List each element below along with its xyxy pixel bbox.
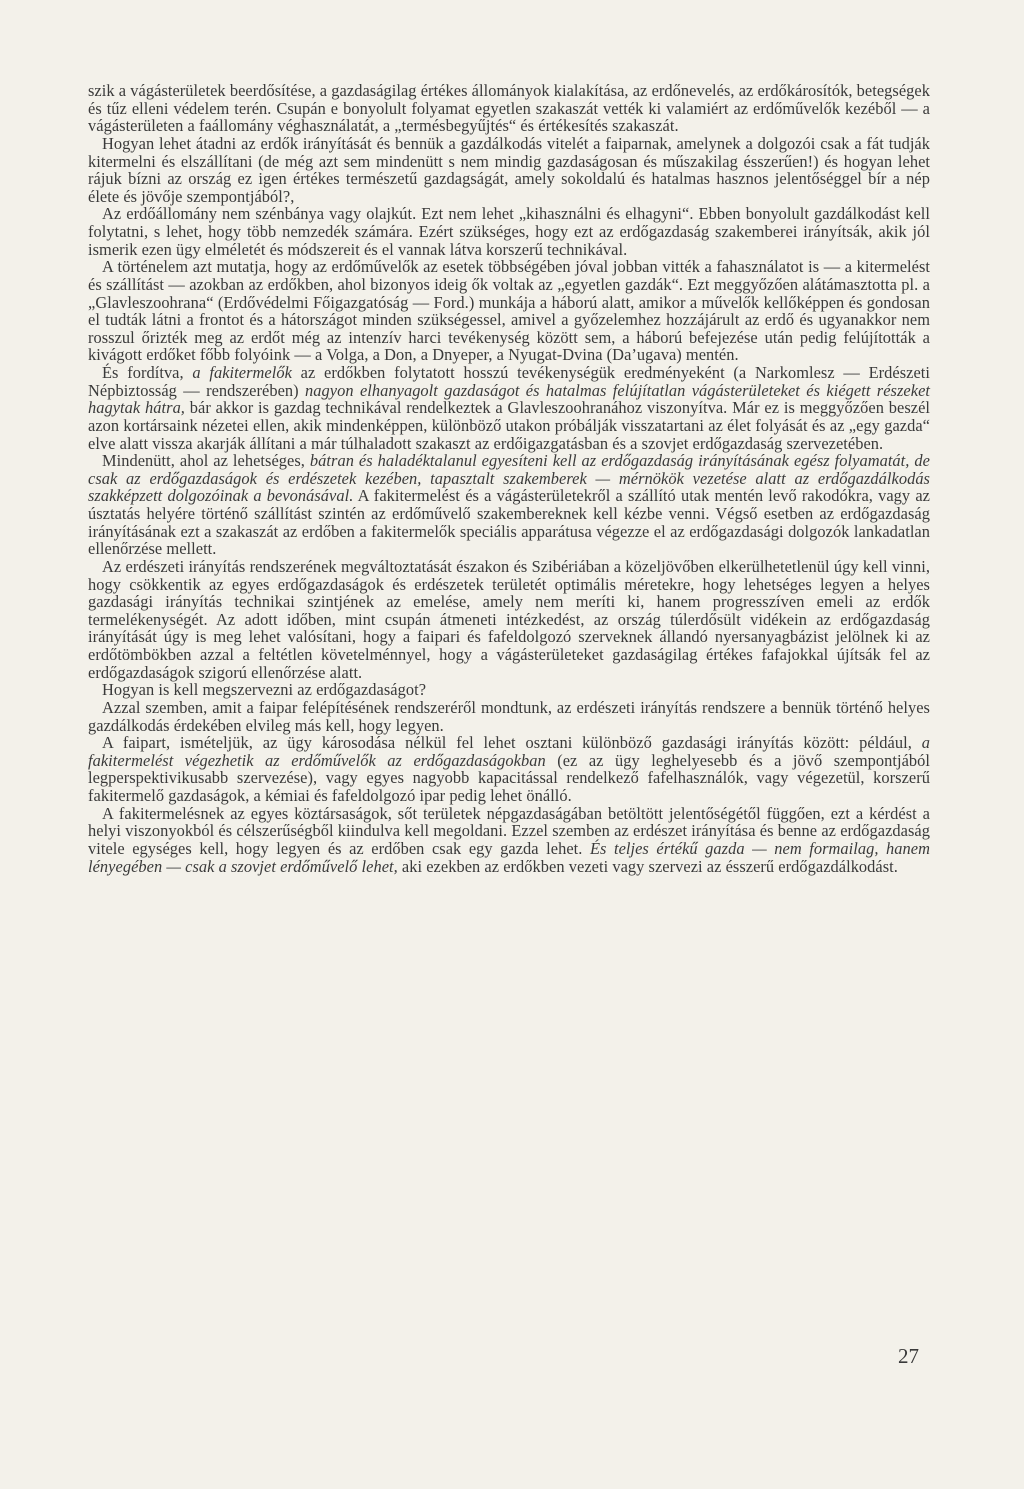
paragraph <box>88 734 930 805</box>
italic-text-run: És teljes értékű gazda — nem formailag, hanem lényegében — csak a szovjet erdőművelő lehet, <box>88 838 930 876</box>
text-run: Hogyan is kell megszervezni az erdőgazdaságot? <box>102 680 427 700</box>
text-run: Hogyan lehet átadni az erdők irányítását és bennük a gazdálkodás vitelét a faiparnak, amelynek a dolgozói csak a fát tudják kitermelni és elszállítani (de még azt sem mindenütt s nem mindig gazdaságosan és műszakilag ésszerűen!) és hogyan lehet rájuk bízni az ország ez igen értékes természetű gazdagságát, amely sokoldalú és hatalmas hasznos jelentőséggel bír a nép élete és jövője szempontjából?, <box>88 133 930 206</box>
text-run: A fakitermelést és a vágásterületekről a szállító utak mentén levő rakodókra, vagy az úsztatás helyére történő szállítást szintén az erdőművelő szakembereknek kell kézbe venni. Végső esetben az erdőgazdaság irányításának ezt a szakaszát az erdőben a fakitermelők speciális apparátusa végezze el az erdőgazdasági dolgozók lankadatlan ellenőrzése mellett. <box>88 486 930 559</box>
text-run: (ez az ügy leghelyesebb és a jövő szempontjából legperspektivikusabb szervezése), vagy egyes nagyobb kapacitással rendelkező fafelhasználók, vagy végezetül, korszerű fakitermelő gazdaságok, a kémiai és fafeldolgozó ipar pedig lehet önálló. <box>88 750 930 805</box>
italic-text-run: a fakitermelést végezhetik az erdőművelők az erdőgazdaságokban <box>88 733 930 770</box>
text-run: bár akkor is gazdag technikával rendelkeztek a Glavleszoohranához viszonyítva. Már ez is meggyőzően beszél azon kortársaink nézetei ellen, akik mindenképpen, különböző utakon próbálják visszatartani az élet folyását és az „egy gazda“ elve alatt vissza akarják állítani a már túlhaladott szakaszt az erdőigazgatásban és a szovjet erdőgazdaság szervezetében. <box>88 398 930 453</box>
paragraph <box>88 681 930 699</box>
text-run: A faipart, ismételjük, az ügy károsodása nélkül fel lehet osztani különböző gazdasági irányítás között: például, <box>102 733 922 753</box>
italic-text-run: bátran és haladéktalanul egyesíteni kell az erdőgazdaság irányításának egész folyamatát, de csak az erdőgazdaságok és erdészetek kezében, tapasztalt szakemberek — mérnökök vezetése alatt az erdőgazdálkodás szakképzett dolgozóinak a bevonásával. <box>88 451 930 506</box>
paragraph <box>88 205 930 258</box>
text-run: aki ezekben az erdőkben vezeti vagy szervezi az ésszerű erdőgazdálkodást. <box>397 856 898 876</box>
text-run: szik a vágásterületek beerdősítése, a gazdaságilag értékes állományok kialakítása, az erdőnevelés, az erdőkárosítók, betegségek és tűz elleni védelem terén. Csupán e bonyolult folyamat egyetlen szakaszát vették ki valamiért az erdőművelők kezéből — a vágásterületen a faállomány véghasználatát, a „termésbegyűjtés“ és értékesítés szakaszát. <box>88 81 930 136</box>
paragraph <box>88 258 930 364</box>
text-run: az erdőkben folytatott hosszú tevékenységük eredményeként (a Narkomlesz — Erdészeti Népbiztosság — rendszerében) <box>88 363 931 400</box>
paragraph <box>88 699 930 734</box>
paragraph <box>88 805 930 876</box>
page-text-block <box>88 82 930 875</box>
text-run: És fordítva, <box>102 363 193 382</box>
page-number: 27 <box>898 1344 919 1368</box>
text-run: A történelem azt mutatja, hogy az erdőművelők az esetek többségében jóval jobban vitték a fahasználatot is — a kitermelést és szállítást — azokban az erdőkben, ahol bizonyos ideig ők voltak az „egyetlen gazdák“. Ezt meggyőzően alátámasztotta pl. a „Glavleszoohrana“ (Erdővédelmi Főigazgatóság — Ford.) munkája a háború alatt, amikor a művelők kellőképpen és gondosan el tudták látni a frontot és a hátországot minden szükségessel, amivel a győzelemhez hozzájárult az erdő és ugyanakkor nem rosszul őrizték meg az erdőt még az intenzív harci tevékenység között sem, a háború befejezése után pedig felújították a kivágott erdőket főbb folyóink — a Volga, a Don, a Dnyeper, a Nyugat-Dvina (Da’ugava) mentén. <box>88 257 930 365</box>
paragraph <box>88 364 930 452</box>
italic-text-run: nagyon elhanyagolt gazdaságot és hatalmas felújítatlan vágásterületeket és kiégett részeket hagytak hátra, <box>88 380 930 418</box>
text-run: Az erdészeti irányítás rendszerének megváltoztatását északon és Szibériában a közeljövőben elkerülhetetlenül úgy kell vinni, hogy csökkentik az egyes erdőgazdaságok és erdészetek területét optimális méretekre, hogy lehetséges legyen a helyes gazdasági irányítás technikai szintjének az emelése, amely nem meríti ki, hanem progresszíven emeli az erdők termelékenységét. Az adott időben, mint csupán átmeneti intézkedést, az ország túlerdősült vidékein az erdőgazdaság irányítását úgy is meg lehet valósítani, hogy a faipari és fafeldolgozó szerveknek állandó nyersanyagbázist jelölnek ki az erdőtömbökben azzal a feltétlen követelménnyel, hogy a vágásterületeket gazdaságilag értékes fafajokkal újítsák fel az erdőgazdaságok szigorú ellenőrzése alatt. <box>88 556 930 682</box>
text-run: Mindenütt, ahol az lehetséges, <box>102 451 310 471</box>
paragraph <box>88 452 930 558</box>
text-run: Az erdőállomány nem szénbánya vagy olajkút. Ezt nem lehet „kihasználni és elhagyni“. Ebben bonyolult gazdálkodást kell folytatni, s lehet, hogy több nemzedék számára. Ezért szükséges, hogy ezt az erdőgazdaság szakemberei irányítsák, akik jól ismerik ezen ügy elméletét és módszereit és el vannak látva korszerű technikával. <box>88 204 930 259</box>
italic-text-run: a fakitermelők <box>192 363 292 382</box>
paragraph <box>88 135 930 206</box>
text-run: Azzal szemben, amit a faipar felépítésének rendszeréről mondtunk, az erdészeti irányítás rendszere a bennük történő helyes gazdálkodás érdekében elvileg más kell, hogy legyen. <box>88 697 930 735</box>
paragraph <box>88 558 930 681</box>
paragraph <box>88 82 930 135</box>
text-run: A fakitermelésnek az egyes köztársaságok, sőt területek népgazdaságában betöltött jelentőségétől függően, ezt a kérdést a helyi viszonyokból és célszerűségből kiindulva kell megoldani. Ezzel szemben az erdészet irányítása és benne az erdőgazdaság vitele egységes kell, hogy legyen és az erdőben csak egy gazda lehet. <box>88 803 930 858</box>
